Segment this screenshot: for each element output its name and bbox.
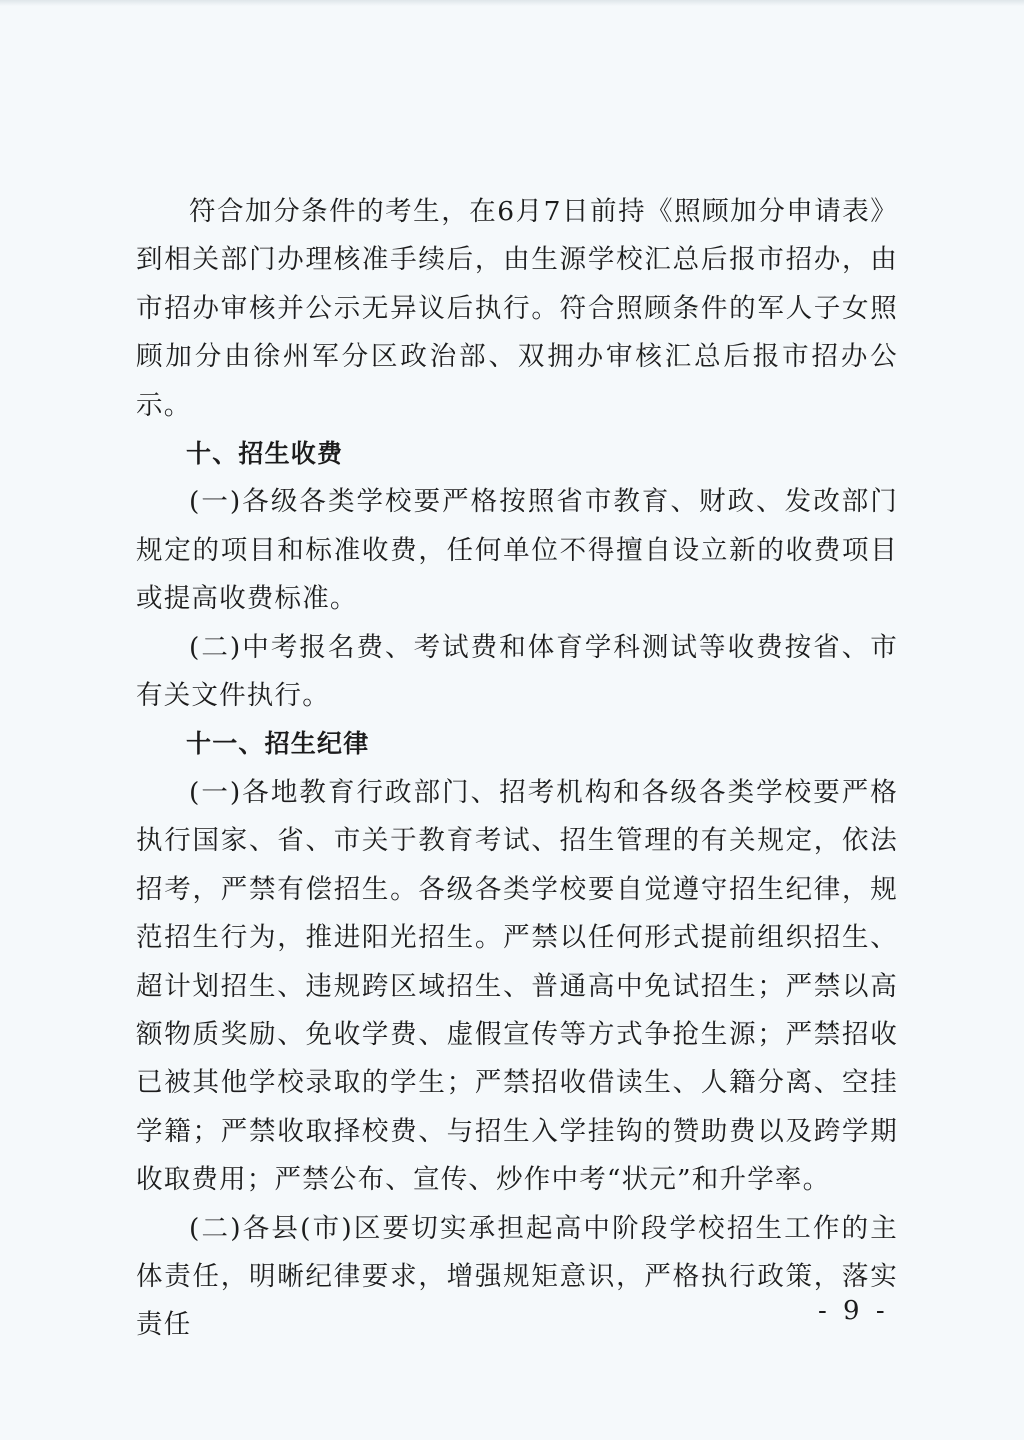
section-heading-discipline: 十一、招生纪律	[186, 729, 370, 759]
paragraph-fees-2: (二)中考报名费、考试费和体育学科测试等收费按省、市有关文件执行。	[136, 631, 898, 712]
page-number: - 9 -	[818, 1296, 889, 1326]
paragraph-discipline-2: (二)各县(市)区要切实承担起高中阶段学校招生工作的主体责任，明晰纪律要求，增强规矩意识，严格执行政策，落实责任	[136, 1212, 898, 1341]
document-body	[136, 188, 898, 1350]
paragraph-bonus-points: 符合加分条件的考生，在6月7日前持《照顾加分申请表》到相关部门办理核准手续后，由生源学校汇总后报市招办，由市招办审核并公示无异议后执行。符合照顾条件的军人子女照顾加分由徐州军分区政治部、双拥办审核汇总后报市招办公示。	[136, 196, 898, 421]
paragraph-fees-1: (一)各级各类学校要严格按照省市教育、财政、发改部门规定的项目和标准收费，任何单位不得擅自设立新的收费项目或提高收费标准。	[136, 486, 898, 615]
page-top-edge	[0, 0, 1024, 6]
paragraph-discipline-1: (一)各地教育行政部门、招考机构和各级各类学校要严格执行国家、省、市关于教育考试、招生管理的有关规定，依法招考，严禁有偿招生。各级各类学校要自觉遵守招生纪律，规范招生行为，推进阳光招生。严禁以任何形式提前组织招生、超计划招生、违规跨区域招生、普通高中免试招生；严禁以高额物质奖励、免收学费、虚假宣传等方式争抢生源；严禁招收已被其他学校录取的学生；严禁招收借读生、人籍分离、空挂学籍；严禁收取择校费、与招生入学挂钩的赞助费以及跨学期收取费用；严禁公布、宣传、炒作中考“状元”和升学率。	[136, 776, 898, 1196]
section-heading-fees: 十、招生收费	[186, 439, 344, 469]
